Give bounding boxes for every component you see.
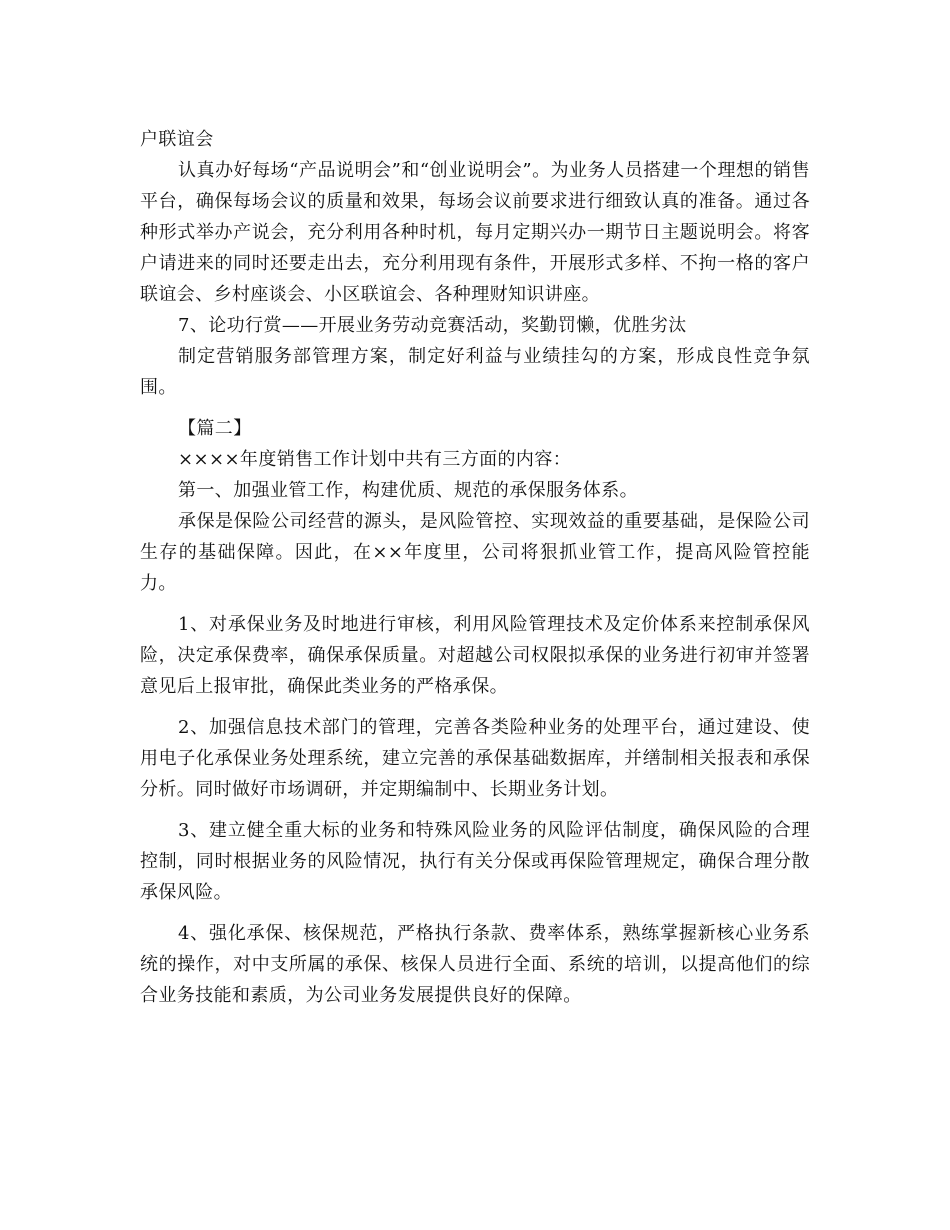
paragraph-item-2: 2、加强信息技术部门的管理，完善各类险种业务的处理平台，通过建设、使用电子化承保业务处理系统，建立完善的承保基础数据库，并缮制相关报表和承保分析。同时做好市场调研，并定期编制中、长期业务计划。	[140, 717, 810, 800]
section-title-part-two: 【篇二】	[178, 418, 252, 439]
paragraph-item-7-heading: 7、论功行赏——开展业务劳动竞赛活动，奖勤罚懒，优胜劣汰	[178, 315, 687, 336]
paragraph-item-1: 1、对承保业务及时地进行审核，利用风险管理技术及定价体系来控制承保风险，决定承保费率，确保承保质量。对超越公司权限拟承保的业务进行初审并签署意见后上报审批，确保此类业务的严格承保。	[140, 614, 810, 697]
paragraph-first-point: 第一、加强业管工作，构建优质、规范的承保服务体系。	[178, 480, 638, 501]
paragraph-product-meetings: 认真办好每场“产品说明会”和“创业说明会”。为业务人员搭建一个理想的销售平台，确保每场会议的质量和效果，每场会议前要求进行细致认真的准备。通过各种形式举办产说会，充分利用各种时机，每月定期兴办一期节日主题说明会。将客户请进来的同时还要走出去，充分利用现有条件，开展形式多样、不拘一格的客户联谊会、乡村座谈会、小区联谊会、各种理财知识讲座。	[140, 160, 810, 305]
paragraph-item-4: 4、强化承保、核保规范，严格执行条款、费率体系，熟练掌握新核心业务系统的操作，对中支所属的承保、核保人员进行全面、系统的培训，以提高他们的综合业务技能和素质，为公司业务发展提供良好的保障。	[140, 923, 810, 1006]
paragraph-underwriting-basis: 承保是保险公司经营的源头，是风险管控、实现效益的重要基础，是保险公司生存的基础保障。因此，在××年度里，公司将狠抓业管工作，提高风险管控能力。	[140, 511, 810, 594]
paragraph-item-3: 3、建立健全重大标的业务和特殊风险业务的风险评估制度，确保风险的合理控制，同时根据业务的风险情况，执行有关分保或再保险管理规定，确保合理分散承保风险。	[140, 820, 810, 903]
paragraph-continuation: 户联谊会	[140, 129, 214, 150]
document-body	[140, 124, 810, 1011]
paragraph-management-plan: 制定营销服务部管理方案，制定好利益与业绩挂勾的方案，形成良性竞争氛围。	[140, 346, 810, 398]
paragraph-plan-intro: ××××年度销售工作计划中共有三方面的内容：	[178, 449, 572, 470]
